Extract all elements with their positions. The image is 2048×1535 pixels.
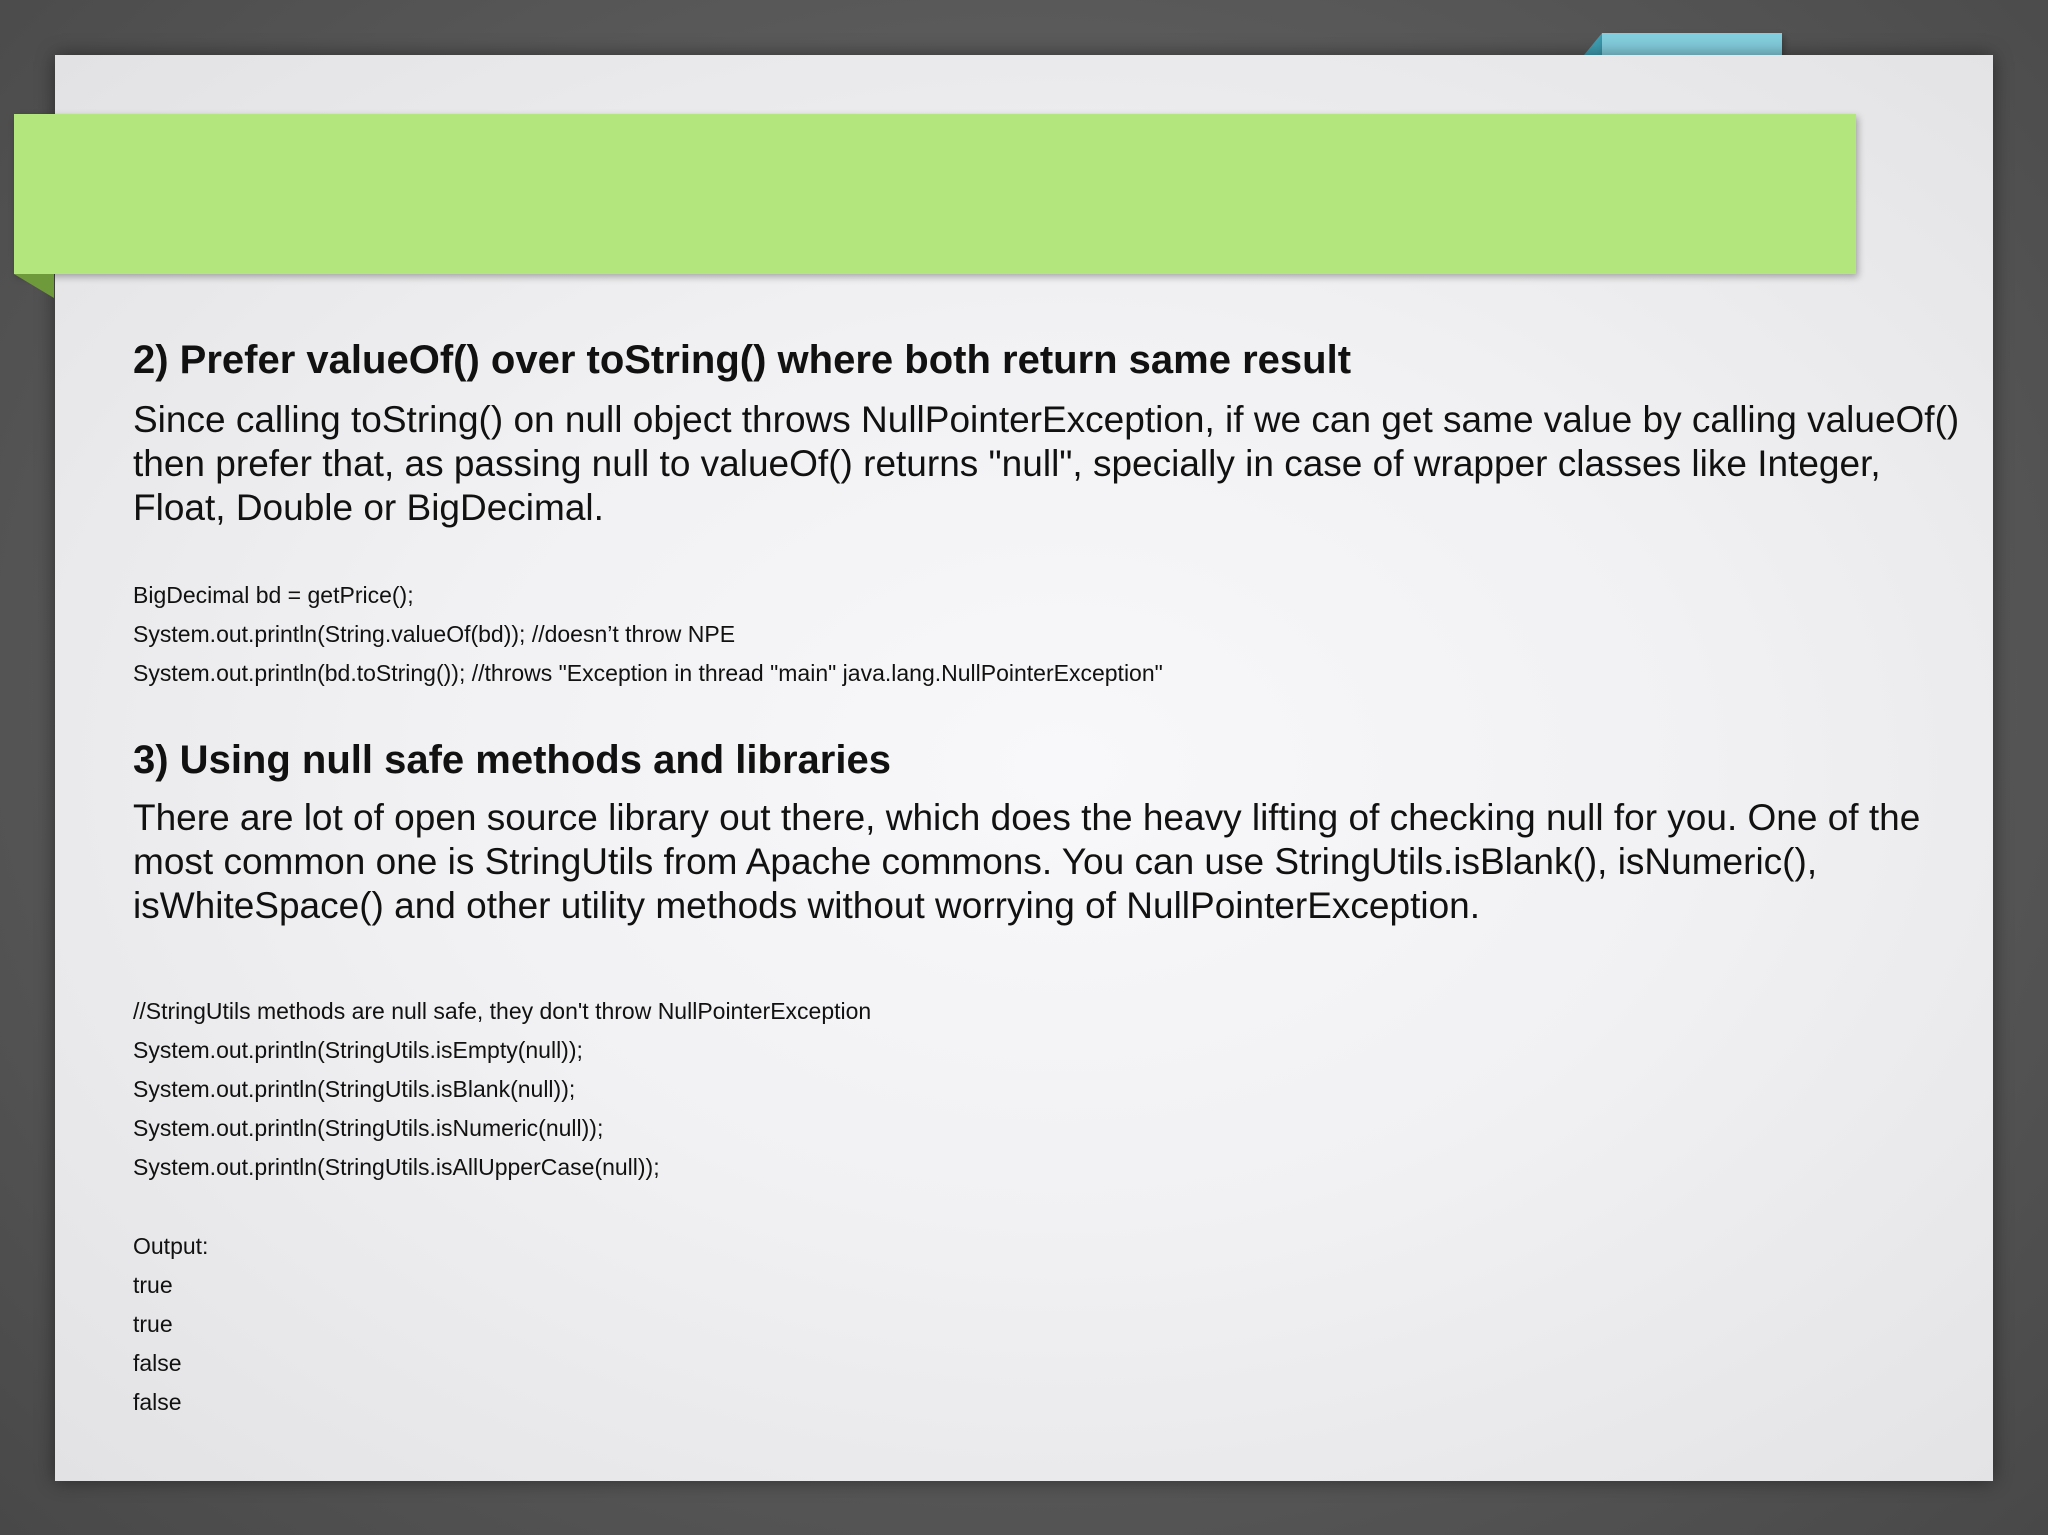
blue-tab-fold (1584, 33, 1602, 55)
green-band-fold (14, 274, 54, 298)
section-2-heading: 2) Prefer valueOf() over toString() where both return same result (133, 338, 1352, 382)
output-label: Output: (133, 1233, 209, 1259)
section-3-body: There are lot of open source library out there, which does the heavy lifting of checking null for you. One of the most common one is StringUtils from Apache commons. You can use StringUtils.isBlank(), isNumeric(), isWhiteSpace() and other utility methods without worrying of NullPointerException. (133, 797, 1921, 926)
section-2-body: Since calling toString() on null object throws NullPointerException, if we can get same value by calling valueOf() then prefer that, as passing null to valueOf() returns "null", specially in case of wrapper classes like Integer, Float, Double or BigDecimal. (133, 399, 1960, 528)
code-line: System.out.println(StringUtils.isBlank(null)); (133, 1076, 576, 1102)
output-line: false (133, 1389, 182, 1415)
output-line: true (133, 1311, 173, 1337)
output-line: true (133, 1272, 173, 1298)
output-line: false (133, 1350, 182, 1376)
code-line: System.out.println(String.valueOf(bd)); //doesn’t throw NPE (133, 621, 736, 647)
code-line: System.out.println(StringUtils.isNumeric(null)); (133, 1115, 604, 1141)
code-line: System.out.println(StringUtils.isEmpty(null)); (133, 1037, 583, 1063)
code-line: System.out.println(StringUtils.isAllUpperCase(null)); (133, 1154, 660, 1180)
green-title-band (14, 114, 1856, 274)
code-line: System.out.println(bd.toString()); //throws "Exception in thread "main" java.lang.NullPointerException" (133, 660, 1163, 686)
code-line: //StringUtils methods are null safe, they don't throw NullPointerException (133, 998, 872, 1024)
code-line: BigDecimal bd = getPrice(); (133, 582, 414, 608)
section-3-heading: 3) Using null safe methods and libraries (133, 738, 891, 782)
